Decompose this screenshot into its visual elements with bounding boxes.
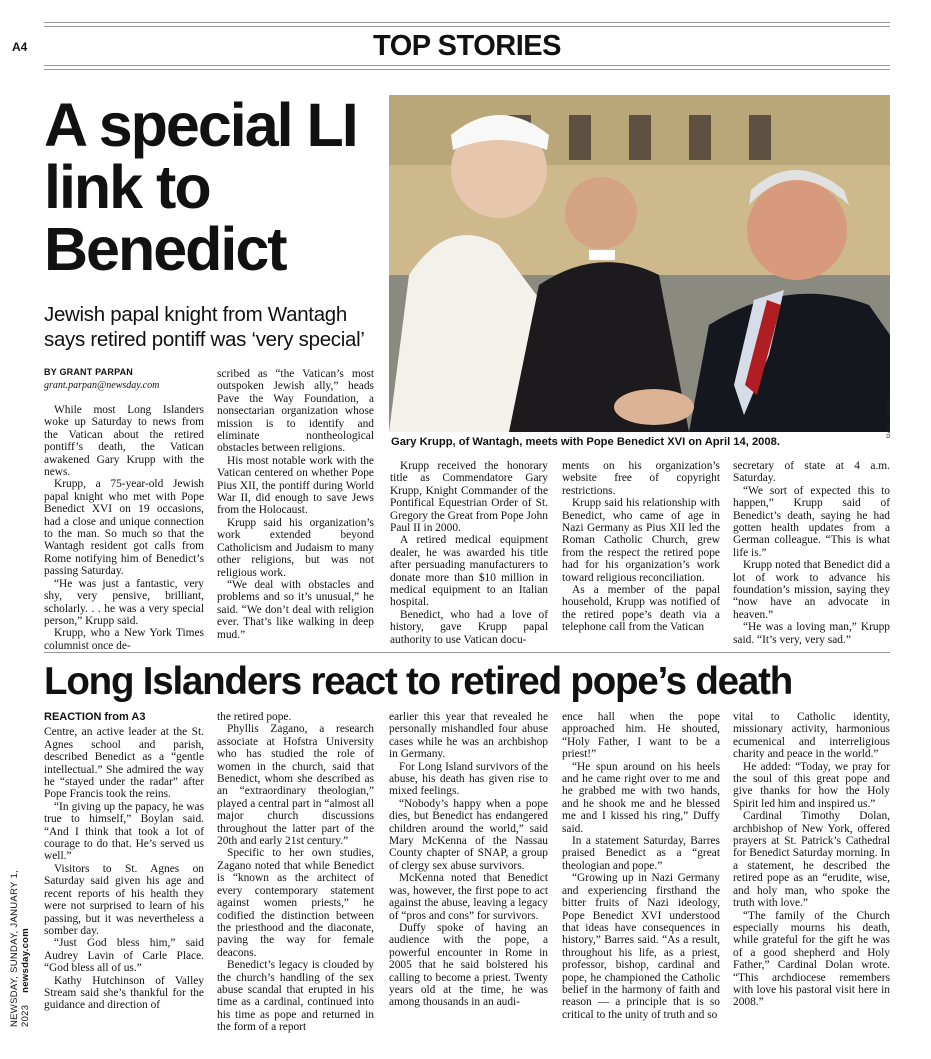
paragraph: Krupp said his relationship with Benedict, who came of age in Nazi Germany as Pius XII led the Roman Catholic Church, grew from the respect the retired pope had for his organization’s work toward religious reconciliation. (562, 497, 720, 584)
story1-column-3 (390, 460, 548, 646)
paragraph: Benedict, who had a love of history, gave Krupp papal authority to use Vatican docu- (390, 608, 548, 646)
top-rule-2 (44, 26, 890, 27)
section-rule-2 (44, 69, 890, 70)
paragraph: He added: “Today, we pray for the soul of this great pope and give thanks for how the Holy Spirit led him and inspired us.” (733, 760, 890, 810)
story1-column-2 (217, 368, 374, 641)
paragraph: As a member of the papal household, Krupp was notified of the retired pope’s death via a telephone call from the Vatican (562, 584, 720, 634)
paragraph: Cardinal Timothy Dolan, archbishop of New York, offered prayers at St. Patrick’s Cathedral for Benedict Saturday morning. In a statement, he described the retired pope as an “erudite, wise, and holy man, who spoke the truth with love.” (733, 810, 890, 910)
reaction-kicker-from: from A3 (104, 711, 146, 723)
paragraph: Krupp, who a New York Times columnist once de- (44, 627, 204, 652)
paragraph: earlier this year that revealed he personally mishandled four abuse cases while he was an archbishop in Germany. (389, 711, 548, 761)
story-divider (44, 652, 890, 653)
paragraph: For Long Island survivors of the abuse, his death has given rise to mixed feelings. (389, 760, 548, 798)
paragraph: Centre, an active leader at the St. Agnes school and parish, described Benedict as a “gentle intellectual.” She admired the way he “stayed under the radar” after Pope Francis took the reins. (44, 726, 204, 801)
story2-column-5 (733, 711, 890, 1009)
folio (9, 797, 31, 1027)
paragraph: A retired medical equipment dealer, he was awarded his title after persuading manufacturers to donate more than $10 million in medical equipment to an Italian hospital. (390, 534, 548, 609)
section-header: TOP STORIES (373, 30, 561, 62)
story2-column-2 (217, 711, 374, 1034)
paragraph: scribed as “the Vatican’s most outspoken Jewish ally,” heads Pave the Way Foundation, a nonsectarian organization whose mission is to identify and eliminate nontheological obstacles between religions. (217, 368, 374, 455)
paragraph: the retired pope. (217, 711, 292, 723)
paragraph: “He spun around on his heels and he came right over to me and he grabbed me with two hands, and he shook me and he blessed me and I kissed his ring,” Duffy said. (562, 760, 720, 835)
paragraph: Duffy spoke of having an audience with the pope, a powerful encounter in Rome in 2005 that he said bolstered his calling to become a priest. Twenty years old at the time, he was among thousands in an audi- (389, 921, 548, 1009)
paragraph: “We sort of expected this to happen,” Krupp said of Benedict’s death, saying he had gotten health updates from a German colleague. “This is what life is.” (733, 484, 890, 559)
folio-date: NEWSDAY, SUNDAY, JANUARY 1, 2023 (9, 870, 31, 1027)
paragraph: In a statement Saturday, Barres praised Benedict as a “great theologian and pope.” (562, 835, 720, 872)
paragraph: Krupp received the honorary title as Commendatore Gary Krupp, Knight Commander of the Pontifical Equestrian Order of St. Gregory the Great from Pope John Paul II in 2000. (390, 460, 548, 535)
story1-headline: A special LI link to Benedict (44, 91, 357, 283)
paragraph: McKenna noted that Benedict was, however, the first pope to act against the abuse, leaving a legacy of “pros and cons” for survivors. (389, 872, 548, 922)
story2-headline: Long Islanders react to retired pope’s death (44, 660, 793, 703)
paragraph: His most notable work with the Vatican centered on whether Pope Pius XII, the pontiff during World War II, did enough to save Jews from the Holocaust. (217, 454, 374, 517)
story1-column-5 (733, 460, 890, 646)
paragraph: While most Long Islanders woke up Saturday to news from the Vatican about the retired pontiff’s death, the Vatican awakened Gary Krupp with the news. (44, 404, 204, 479)
paragraph: Krupp, a 75-year-old Jewish papal knight who met with Pope Benedict XVI on 19 occasions, had a close and unique connection to the man. So much so that the Wantagh resident got calls from Rome notifying him of Benedict’s passing Saturday. (44, 478, 204, 578)
paragraph: ments on his organization’s website free of copyright restrictions. (562, 460, 720, 497)
story1-column-4 (562, 460, 720, 634)
photo-illustration (389, 95, 890, 432)
paragraph: Phyllis Zagano, a research associate at Hofstra University who has studied the role of women in the church, said that Benedict, whom she described as an “extraordinary theologian,” played a central part in “almost all major church discussions throughout the latter part of the 20th and early 21st century.” (217, 723, 374, 848)
story2-column-3 (389, 711, 548, 1009)
top-rule (44, 22, 890, 23)
paragraph: Visitors to St. Agnes on Saturday said given his age and recent reports of his health they were not surprised to learn of his passing, but it was nevertheless a somber day. (44, 862, 204, 937)
paragraph: vital to Catholic identity, missionary activity, harmonious ecumenical and interreligious charity and peace in the world.” (733, 711, 890, 761)
paragraph: “We deal with obstacles and problems and so it’s unusual,” he said. “We don’t deal with religion ever. That’s like walking in deep mud.” (217, 578, 374, 641)
photo-credit: GARY KRUPP (886, 395, 892, 439)
paragraph: “He was just a fantastic, very shy, very pensive, brilliant, scholarly. . . he was a very special person,” Krupp said. (44, 577, 204, 627)
paragraph: Krupp said his organization’s work extended beyond Catholicism and Judaism to many other religions, but was not religious work. (217, 516, 374, 579)
photo-caption: Gary Krupp, of Wantagh, meets with Pope Benedict XVI on April 14, 2008. (391, 436, 780, 448)
reaction-kicker: REACTION (44, 711, 102, 723)
paragraph: “The family of the Church especially mourns his death, while grateful for the gift he was of a good shepherd and Holy Father,” Cardinal Dolan wrote. “This archdiocese remembers with love his pastoral visit here in 2008.” (733, 909, 890, 1009)
story1-byline: BY GRANT PARPAN (44, 367, 134, 377)
story1-column-1 (44, 404, 204, 652)
story2-column-1 (44, 711, 204, 1012)
paragraph: Benedict’s legacy is clouded by the church’s handling of the sex abuse scandal that erupted in his time as a cardinal, continued into his time as pope and returned in the form of a report (217, 959, 374, 1034)
paragraph: Kathy Hutchinson of Valley Stream said she’s thankful for the guidance and direction of (44, 974, 204, 1012)
paragraph: secretary of state at 4 a.m. Saturday. (733, 460, 890, 485)
paragraph: “In giving up the papacy, he was true to himself,” Boylan said. “And I think that took a lot of courage to do that. He’s served us well.” (44, 800, 204, 863)
story1-email[interactable]: grant.parpan@newsday.com (44, 380, 160, 391)
paragraph: Specific to her own studies, Zagano noted that while Benedict is “known as the architect of every contemporary statement against women priests,” he codified the distinction between the priesthood and the diaconate, paving the way for female deacons. (217, 847, 374, 959)
section-rule (44, 65, 890, 66)
paragraph: “Just God bless him,” said Audrey Lavin of Carle Place. “God bless all of us.” (44, 937, 204, 975)
story2-column-4 (562, 711, 720, 1021)
page-number: A4 (12, 40, 28, 54)
paragraph: “Growing up in Nazi Germany and experiencing firsthand the bitter fruits of Nazi ideology, Pope Benedict XVI understood that ideas have consequences in history,” Barres said. “As a result, throughout his life, as a priest, professor, bishop, cardinal and pope, he championed the Catholic belief in the harmony of faith and reason — a principle that is so critical to the unity of truth and so (562, 872, 720, 1021)
story1-deck: Jewish papal knight from Wantagh says retired pontiff was ‘very special’ (44, 303, 365, 351)
paragraph: “Nobody’s happy when a pope dies, but Benedict has endangered children around the world,” said Mary McKenna of the Nassau County chapter of SNAP, a group of clergy sex abuse survivors. (389, 797, 548, 872)
paragraph: “He was a loving man,” Krupp said. “It’s very, very sad.” (733, 621, 890, 646)
folio-site[interactable]: newsday.com (20, 927, 31, 993)
paragraph: ence hall when the pope approached him. He shouted, “Holy Father, I want to be a priest!” (562, 711, 720, 761)
story1-photo (389, 95, 890, 432)
paragraph: Krupp noted that Benedict did a lot of work to advance his foundation’s mission, saying they “now have an advocate in heaven.” (733, 559, 890, 621)
